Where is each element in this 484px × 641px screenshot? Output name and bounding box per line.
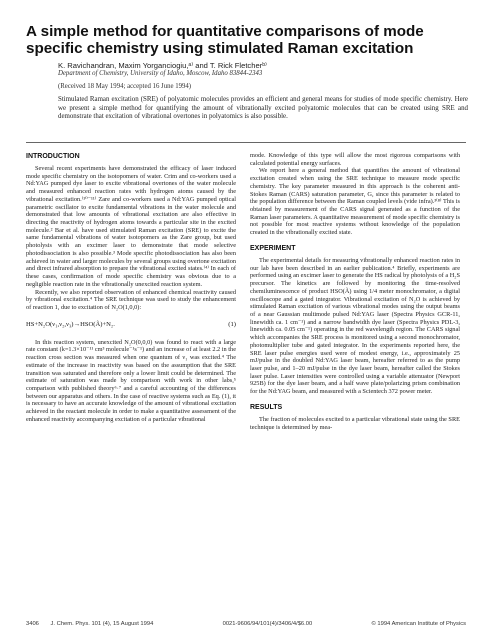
results-heading: RESULTS — [250, 403, 283, 411]
results-paragraph: The fraction of molecules excited to a particular vibrational state using the SRE technique is determined by mea- — [250, 415, 460, 431]
intro-heading: INTRODUCTION — [26, 153, 80, 160]
intro-paragraph-2: Recently, we also reported observation of enhanced chemical reactivity caused by vibrational excitation.⁴ The SRE technique was used to study the enhancement of reaction 1, due to excitation of N₂O(1,0,0): — [26, 288, 236, 311]
received-dates: (Received 18 May 1994; accepted 16 June 1994) — [58, 83, 192, 90]
affiliation: Department of Chemistry, University of Idaho, Moscow, Idaho 83844-2343 — [58, 70, 263, 77]
equation-1 — [26, 320, 236, 329]
intro-paragraph-3: In this reaction system, unexcited N₂O(0,0,0) was found to react with a large rate constant (k=1.3×10⁻¹¹ cm³ molecule⁻¹s⁻¹) and an increase of at least 2.2 in the reaction cross section was measured when one quantum of ν₁ was excited.⁴ The estimate of the increase in reactivity was based on the assumption that the SRE transition was saturated and therefore only a lower limit could be determined. The estimate of saturation was made by comparison with work in other labs,⁵ comparison with published theory⁶·⁷ and a careful accounting of the differences between our apparatus and others. In the case of reactive systems such as Eq. (1), it is necessary to have an accurate knowledge of the amount of vibrational excitation achieved in the reactant molecule in order to make a quantitative assessment of the enhanced reactivity accompanying excitation of a particular vibrational — [26, 338, 236, 423]
left-column — [26, 152, 236, 424]
equation-body: HS+N₂O(ν₁,ν₂,ν₃)→HSO(Ã)+N₂. — [26, 320, 115, 328]
article-code: 0021-9606/94/101(4)/3406/4/$6.00 — [222, 621, 313, 627]
page-number: 3406 — [26, 621, 39, 627]
experiment-paragraph: The experimental details for measuring vibrationally enhanced reaction rates in our lab have been described in an earlier publication.⁴ Briefly, experiments are performed using an excimer laser to generate the HS radical by photolysis of a H₂S precursor. The kinetics are followed by monitoring the time-resolved chemiluminescence of product HSO(Ã) using 1/4 meter monochromator, a digital oscilloscope and a gated integrator. Vibrational excitation of N₂O is achieved by stimulated Raman excitation of various vibrational modes using the output beams of a near Gaussian multimode pulsed Nd:YAG laser (Spectra Physics GCR-11, linewidth ca. 1 cm⁻¹) and a narrow bandwidth dye laser (Spectra Physics PDL-3, linewidth ca. 0.05 cm⁻¹) operating in the red wavelength region. The CARS signal which accompanies the SRE process is monitored using a second monochromator, photomultiplier tube and gated integrator. In the experiments reported here, the SRE laser pulse energies used were of modest energy, i.e., approximately 25 mJ/pulse in the doubled Nd:YAG laser beam, hereafter referred to as the pump laser pulse, and 1–20 mJ/pulse in the dye laser beam, hereafter called the Stokes laser pulse. Laser intensities were controlled using a variable attenuator (Newport 925B) for the dye laser beam, and a half wave plate/polarizing prism combination for the Nd:YAG beam, and measured with a Scientech 372 power meter. — [250, 256, 460, 396]
right-column — [250, 152, 460, 431]
article-title: A simple method for quantitative comparisons of mode specific chemistry using stimulated Raman excitation — [26, 23, 424, 57]
equation-number: (1) — [228, 320, 236, 328]
experiment-heading: EXPERIMENT — [250, 244, 296, 252]
abstract: Stimulated Raman excitation (SRE) of polyatomic molecules provides an efficient and general means for studies of mode specific chemistry. Here we present a simple method for quantifying the amount of vibrationally excited polyatomic molecules that can be created using SRE and demonstrate that excitation of vibrational overtones in polyatomics is also possible. — [58, 96, 468, 120]
section-divider — [26, 142, 466, 143]
intro-paragraph-1: Several recent experiments have demonstrated the efficacy of laser induced mode specific chemistry on the isotopomers of water. Crim and co-workers used a Nd:YAG pumped dye laser to excite vibrational overtones of the water molecule and measured enhanced reaction rates with hydrogen atoms caused by the vibrational excitation.⁽¹⁰⁻¹¹⁾ Zare and co-workers used a Nd:YAG pumped optical parametric oscillator to excite fundamental vibrations in the water molecule and demonstrated that low amounts of vibrational excitation are also effective in directing the reactivity of hydrogen atoms towards a particular site in the excited molecule.² Bar et al. have used stimulated Raman excitation (SRE) to excite the same fundamental vibrations of water isotopomers as the Zare group, but used photolysis with an excimer laser to demonstrate that mode selective photodissociation is also possible.³ Mode specific photodissociation has also been achieved in water and larger molecules by several groups using overtone excitation and direct infrared absorption to prepare the vibrational excited states.⁽⁴⁾ In each of these cases, confirmation of mode specific chemistry was obvious due to a negligible reaction rate in the vibrationally unexcited reaction system. — [26, 165, 236, 288]
right-paragraph-1: mode. Knowledge of this type will allow the most rigorous comparisons with calculated potential energy surfaces. — [250, 152, 460, 167]
right-paragraph-2: We report here a general method that quantifies the amount of vibrational excitation created when using the SRE technique to measure mode specific chemistry. The key parameter measured in this approach is the coherent anti-Stokes Raman (CARS) saturation parameter, G, since this parameter is related to the population difference between the Raman coupled levels (vide infra).³⁽⁸⁾ This is obtained by measurement of the CARS signal generated as a function of the Raman laser parameters. A quantitative measurement of mode specific chemistry is not possible for most reactive systems without knowledge of the population created in the vibrationally excited state. — [250, 167, 460, 237]
journal-citation: J. Chem. Phys. 101 (4), 15 August 1994 — [50, 621, 154, 627]
author-list: K. Ravichandran, Maxim Yorganciogiu,ᵃ⁾ and T. Rick Fletcherᵇ⁾ — [58, 61, 267, 70]
copyright: © 1994 American Institute of Physics — [371, 621, 466, 627]
page-footer — [26, 621, 466, 628]
